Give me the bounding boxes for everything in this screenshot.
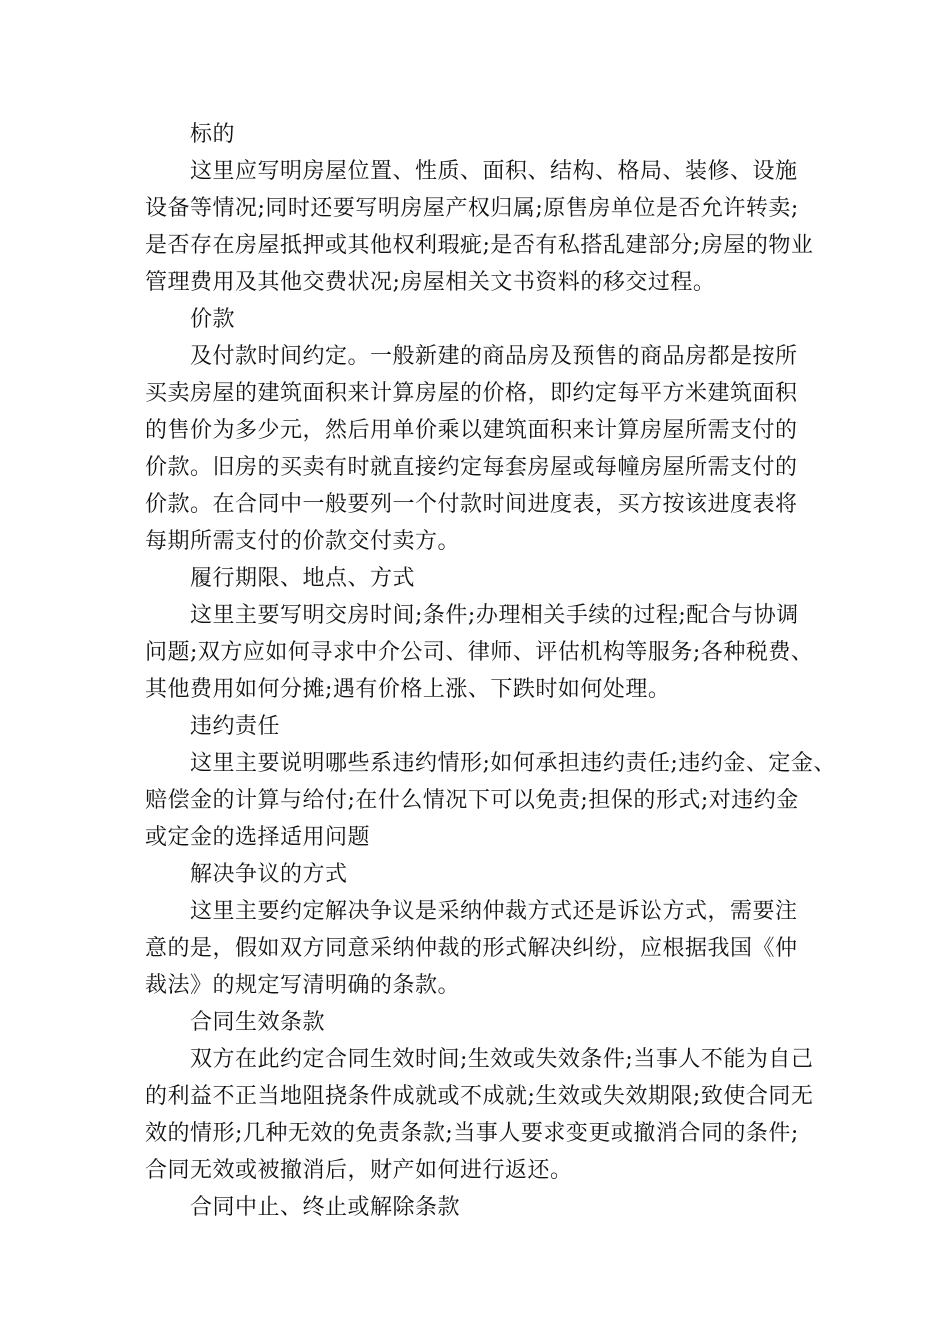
paragraph-line: 这里主要写明交房时间;条件;办理相关手续的过程;配合与协调 (190, 603, 799, 628)
paragraph-line: 价款。在合同中一般要列一个付款时间进度表，买方按该进度表将 (145, 492, 798, 517)
section-heading-subject: 标的 (190, 122, 236, 147)
paragraph-line: 的售价为多少元，然后用单价乘以建筑面积来计算房屋所需支付的 (145, 418, 798, 443)
section-heading-termination: 合同中止、终止或解除条款 (190, 1195, 461, 1220)
paragraph-line: 是否存在房屋抵押或其他权利瑕疵;是否有私搭乱建部分;房屋的物业 (145, 233, 814, 258)
paragraph-line: 买卖房屋的建筑面积来计算房屋的价格，即约定每平方米建筑面积 (145, 381, 798, 406)
paragraph-line: 效的情形;几种无效的免责条款;当事人要求变更或撤消合同的条件; (145, 1121, 799, 1146)
section-heading-effectiveness: 合同生效条款 (190, 1010, 326, 1035)
paragraph-line: 设备等情况;同时还要写明房屋产权归属;原售房单位是否允许转卖; (145, 196, 799, 221)
document-page (145, 116, 836, 1226)
paragraph-line: 问题;双方应如何寻求中介公司、律师、评估机构等服务;各种税费、 (145, 640, 814, 665)
paragraph-line: 这里主要约定解决争议是采纳仲裁方式还是诉讼方式，需要注 (190, 899, 798, 924)
paragraph-line: 这里主要说明哪些系违约情形;如何承担违约责任;违约金、定金、 (190, 751, 836, 776)
paragraph-line: 双方在此约定合同生效时间;生效或失效条件;当事人不能为自己 (190, 1047, 814, 1072)
paragraph-line: 的利益不正当地阻挠条件成就或不成就;生效或失效期限;致使合同无 (145, 1084, 814, 1109)
paragraph-line: 其他费用如何分摊;遇有价格上涨、下跌时如何处理。 (145, 677, 671, 702)
paragraph-line: 或定金的选择适用问题 (145, 825, 371, 850)
paragraph-line: 赔偿金的计算与给付;在什么情况下可以免责;担保的形式;对违约金 (145, 788, 799, 813)
section-heading-performance: 履行期限、地点、方式 (190, 566, 416, 591)
section-heading-liability: 违约责任 (190, 714, 281, 739)
paragraph-line: 意的是，假如双方同意采纳仲裁的形式解决纠纷，应根据我国《仲 (145, 936, 798, 961)
paragraph-line: 管理费用及其他交费状况;房屋相关文书资料的移交过程。 (145, 270, 716, 295)
section-heading-price: 价款 (190, 307, 236, 332)
paragraph-line: 价款。旧房的买卖有时就直接约定每套房屋或每幢房屋所需支付的 (145, 455, 798, 480)
paragraph-line: 这里应写明房屋位置、性质、面积、结构、格局、装修、设施 (190, 159, 798, 184)
paragraph-line: 合同无效或被撤消后，财产如何进行返还。 (145, 1158, 573, 1183)
paragraph-line: 及付款时间约定。一般新建的商品房及预售的商品房都是按所 (190, 344, 798, 369)
paragraph-line: 每期所需支付的价款交付卖方。 (145, 529, 461, 554)
section-heading-dispute: 解决争议的方式 (190, 862, 348, 887)
paragraph-line: 裁法》的规定写清明确的条款。 (145, 973, 461, 998)
